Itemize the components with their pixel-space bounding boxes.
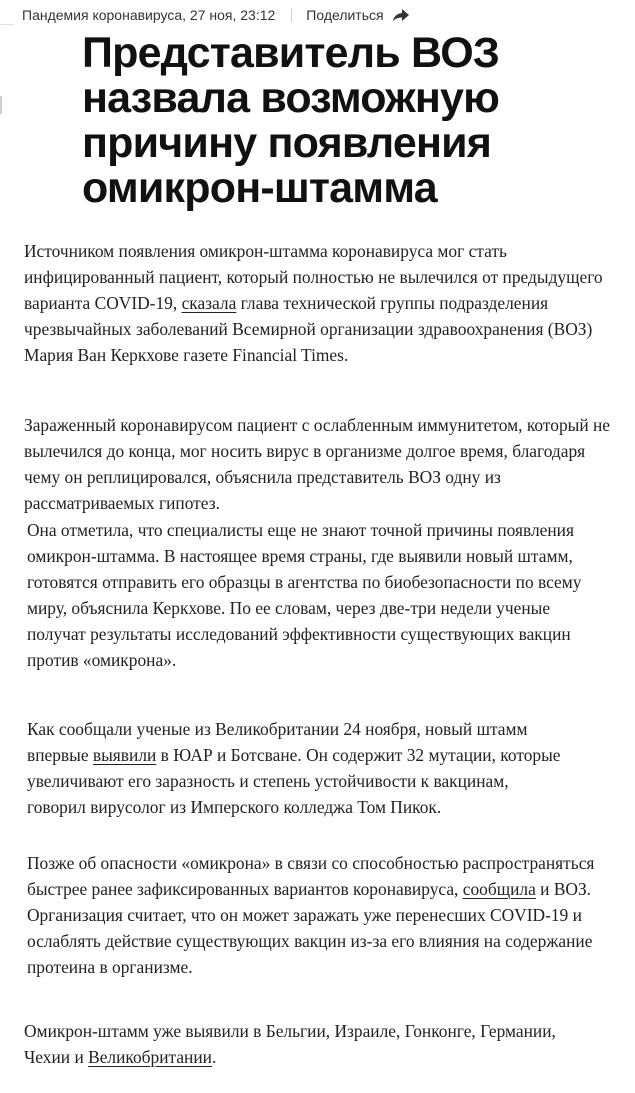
share-button[interactable]: [306, 7, 408, 23]
article-meta-bar: [22, 4, 635, 26]
paragraph-3: Она отметила, что специалисты еще не знают точной причины появления омикрон-штамма. В настоящее время страны, где выявили новый штамм, готовятся отправить его образцы в агентства по биобезопасности по всему миру, объяснила Керкхове. По ее словам, через две-три недели ученые получат результаты исследований эффективности существующих вакцин против «омикрона».: [27, 520, 582, 670]
paragraph-5: Позже об опасности «омикрона» в связи со способностью распространяться быстрее ранее зафиксированных вариантов коронавируса, сообщила и ВОЗ. Организация считает, что он может заражать уже перенесших COVID-19 и ослаблять действие существующих вакцин из-за его влияния на содержание протеина в организме.: [27, 853, 595, 977]
link-velikobritanii[interactable]: Великобритании: [88, 1047, 212, 1067]
paragraph-1: Источником появления омикрон-штамма коронавируса мог стать инфицированный пациент, который полностью не вылечился от предыдущего варианта COVID-19, сказала глава технической группы подразделения чрезвычайных заболеваний Всемирной организации здравоохранения (ВОЗ) Мария Ван Керкхове газете Financial Times.: [24, 241, 603, 365]
paragraph-4: Как сообщали ученые из Великобритании 24 ноября, новый штамм впервые выявили в ЮАР и Ботсване. Он содержит 32 мутации, которые увеличивают его заразность и степень устойчивости к вакцинам, говорил вирусолог из Имперского колледжа Том Пикок.: [27, 719, 561, 817]
link-vyyavili[interactable]: выявили: [92, 745, 157, 765]
left-decoration: [0, 24, 20, 114]
share-label: Поделиться: [306, 7, 384, 23]
rubric-date: Пандемия коронавируса, 27 ноя, 23:12: [22, 7, 276, 23]
paragraph-6: Омикрон-штамм уже выявили в Бельгии, Израиле, Гонконге, Германии, Чехии и Великобритании.: [24, 1021, 556, 1067]
share-arrow-icon: [393, 9, 409, 22]
link-soobshchila[interactable]: сообщила: [462, 879, 536, 899]
paragraph-2: Зараженный коронавирусом пациент с ослабленным иммунитетом, который не вылечился до конца, мог носить вирус в организме долгое время, благодаря чему он реплицировался, объяснила представитель ВОЗ одну из рассматриваемых гипотез.: [24, 415, 611, 513]
link-skazala[interactable]: сказала: [181, 293, 237, 313]
meta-divider: [291, 8, 292, 22]
article-title: Представитель ВОЗ назвала возможную причину появления омикрон-штамма: [82, 29, 500, 212]
